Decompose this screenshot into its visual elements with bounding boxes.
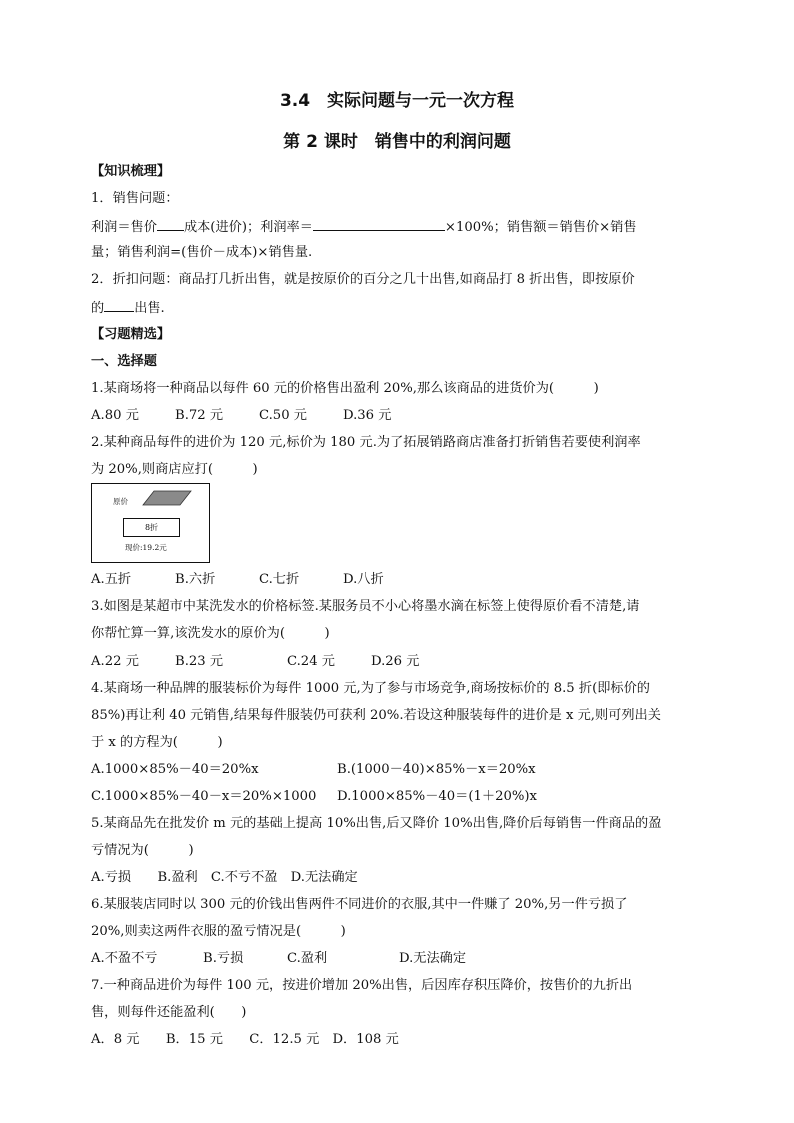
q1-option-d: D.36 元 <box>343 408 392 423</box>
question-1: 1.某商场将一种商品以每件 60 元的价格售出盈利 20%,那么该商品的进货价为( ) <box>91 381 599 396</box>
k1-text-b: 成本(进价)；利润率＝ <box>183 220 313 235</box>
fill-blank-3[interactable] <box>104 298 134 312</box>
fill-blank-2[interactable] <box>313 217 445 231</box>
q6-option-c: C.盈利 <box>287 951 328 966</box>
question-2: 2.某种商品每件的进价为 120 元,标价为 180 元.为了拓展销路商店准备打折销售若要使利润率 <box>91 435 641 450</box>
question-4-line-3: 于 x 的方程为( ) <box>91 735 223 750</box>
question-7-line-2: 售，则每件还能盈利( ) <box>91 1005 247 1020</box>
q3-option-c: C.24 元 <box>287 654 335 669</box>
section-practice: 【习题精选】 <box>91 327 171 342</box>
k1-text-c: ×100%；销售额＝销售价×销售 <box>444 220 637 235</box>
question-6: 6.某服装店同时以 300 元的价钱出售两件不同进价的衣服,其中一件赚了 20%,另一件亏损了 <box>91 897 628 912</box>
question-7: 7.一种商品进价为每件 100 元，按进价增加 20%出售，后因库存积压降价，按售价的九折出 <box>91 978 633 993</box>
knowledge-2-line: 2．折扣问题：商品打几折出售，就是按原价的百分之几十出售,如商品打 8 折出售，即按原价 <box>91 272 635 287</box>
knowledge-1-line-2: 量；销售利润=(售价－成本)×销售量. <box>91 245 313 260</box>
q4-option-d: D.1000×85%－40＝(1＋20%)x <box>337 789 537 804</box>
q1-option-c: C.50 元 <box>259 408 307 423</box>
q2-option-b: B.六折 <box>175 572 216 587</box>
q6-option-a: A.不盈不亏 <box>91 951 158 966</box>
discount-box: 8折 <box>123 518 180 537</box>
question-4-line-2: 85%)再让利 40 元销售,结果每件服装仍可获利 20%.若设这种服装每件的进价是 x 元,则可列出关 <box>91 708 661 723</box>
q3-option-b: B.23 元 <box>175 654 224 669</box>
section-knowledge: 【知识梳理】 <box>91 164 171 179</box>
price-tag-figure <box>91 483 210 563</box>
knowledge-1-line <box>91 217 637 237</box>
knowledge-1-heading: 1．销售问题： <box>91 191 179 206</box>
q4-option-a: A.1000×85%－40＝20%x <box>91 762 259 777</box>
q2-option-c: C.七折 <box>259 572 300 587</box>
knowledge-2-line-2 <box>91 298 165 318</box>
q1-option-a: A.80 元 <box>91 408 139 423</box>
page-title: 3.4 实际问题与一元一次方程 <box>279 91 515 111</box>
q5-options: A.亏损 B.盈利 C.不亏不盈 D.无法确定 <box>91 870 358 885</box>
question-6-line-2: 20%,则卖这两件衣服的盈亏情况是( ) <box>91 924 346 939</box>
question-4: 4.某商场一种品牌的服装标价为每件 1000 元,为了参与市场竞争,商场按标价的 8.5 折(即标价的 <box>91 681 650 696</box>
q1-option-b: B.72 元 <box>175 408 224 423</box>
question-3-line-2: 你帮忙算一算,该洗发水的原价为( ) <box>91 626 330 641</box>
k2-text-c: 出售. <box>134 301 165 316</box>
q2-option-d: D.八折 <box>343 572 384 587</box>
fill-blank-1[interactable] <box>157 217 184 231</box>
q4-option-b: B.(1000－40)×85%－x＝20%x <box>337 762 536 777</box>
q4-option-c: C.1000×85%－40－x＝20%×1000 <box>91 789 317 804</box>
q6-option-d: D.无法确定 <box>399 951 467 966</box>
q6-option-b: B.亏损 <box>203 951 244 966</box>
question-2-line-2: 为 20%,则商店应打( ) <box>91 462 258 477</box>
question-5-line-2: 亏情况为( ) <box>91 843 194 858</box>
q3-option-d: D.26 元 <box>371 654 420 669</box>
k1-text-a: 利润＝售价 <box>91 220 157 235</box>
section-choice: 一、选择题 <box>91 354 157 369</box>
original-price-label: 原价 <box>113 497 128 506</box>
q2-option-a: A.五折 <box>91 572 132 587</box>
question-3: 3.如图是某超市中某洗发水的价格标签.某服务员不小心将墨水滴在标签上使得原价看不清楚,请 <box>91 599 640 614</box>
question-5: 5.某商品先在批发价 m 元的基础上提高 10%出售,后又降价 10%出售,降价后每销售一件商品的盈 <box>91 816 662 831</box>
k2-text-b: 的 <box>91 301 105 316</box>
page-subtitle: 第 2 课时 销售中的利润问题 <box>283 132 511 152</box>
q7-options: A．8 元 B．15 元 C．12.5 元 D．108 元 <box>91 1032 399 1047</box>
q3-option-a: A.22 元 <box>91 654 139 669</box>
current-price-label: 现价:19.2元 <box>125 543 167 552</box>
